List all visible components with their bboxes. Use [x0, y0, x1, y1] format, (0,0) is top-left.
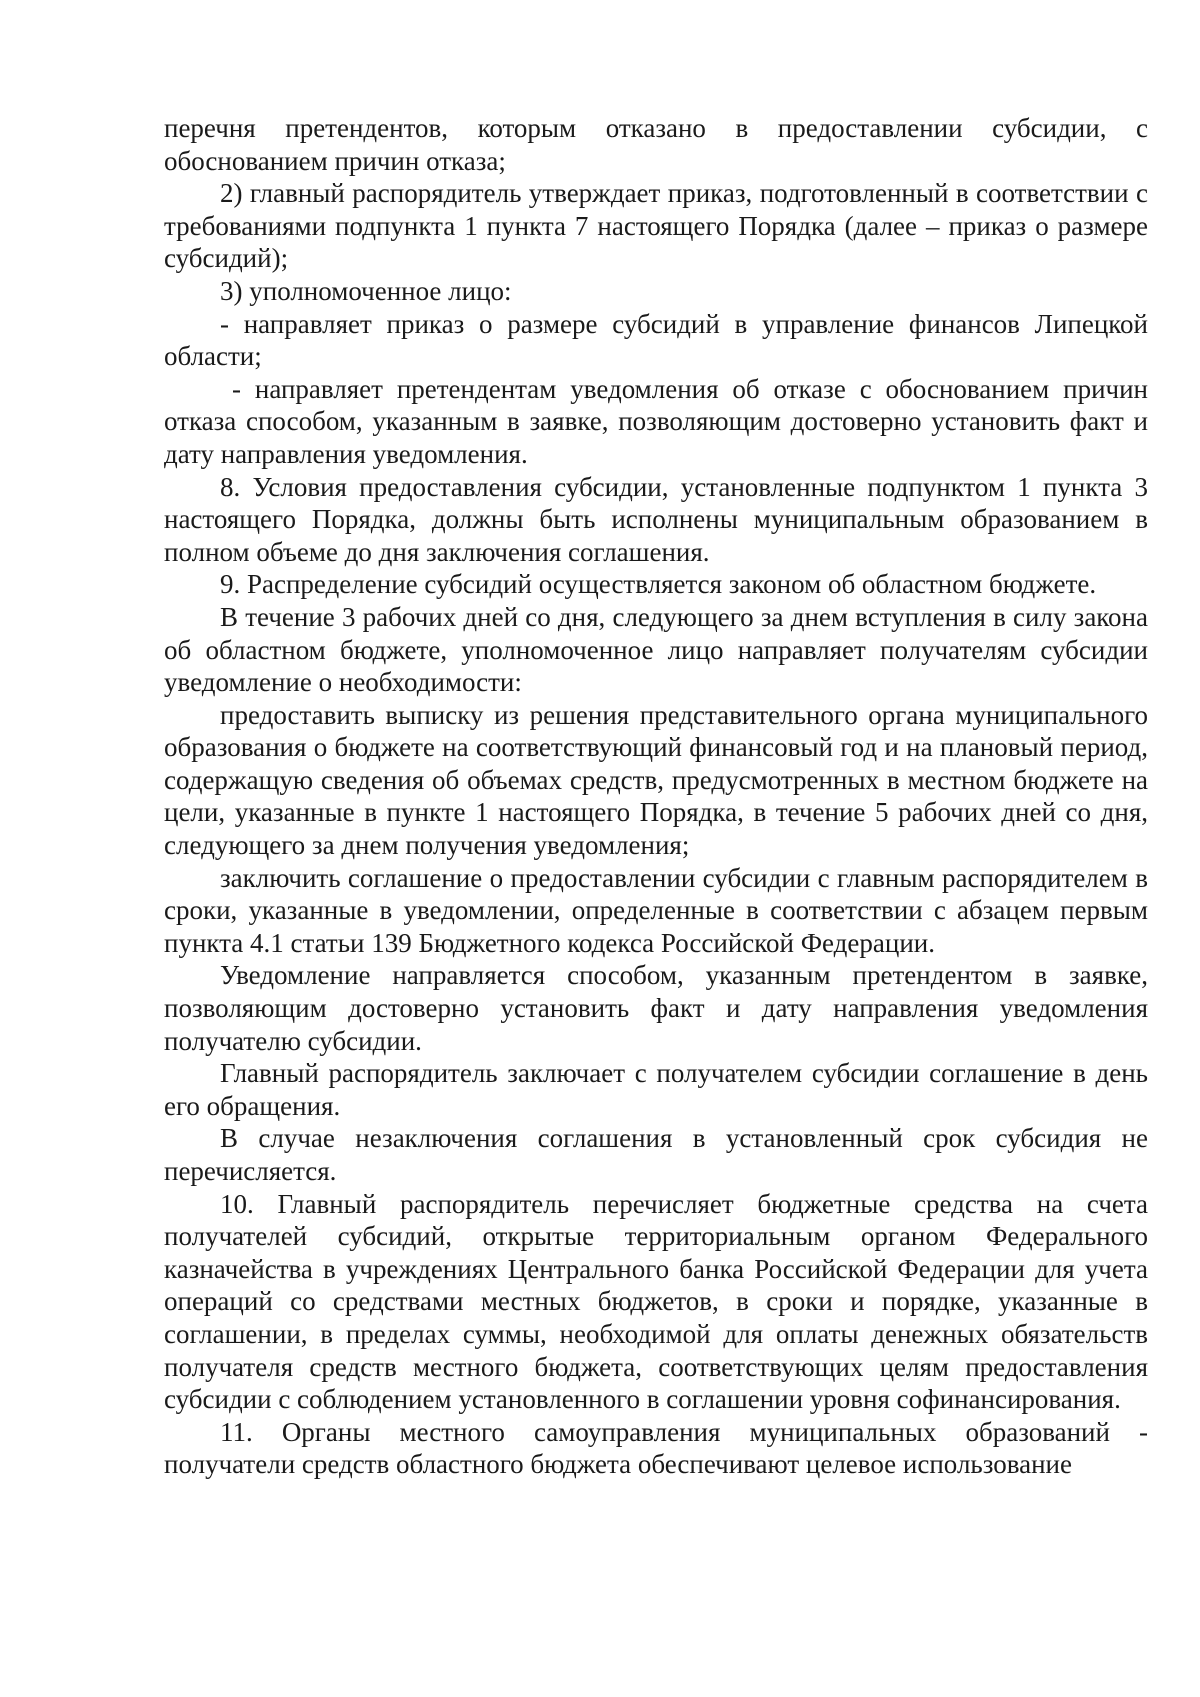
paragraph-reject-list-end: перечня претендентов, которым отказано в предоставлении субсидии, с обоснованием причин отказа; [164, 113, 1148, 176]
paragraph-section-10: 10. Главный распорядитель перечисляет бюджетные средства на счета получателей субсидий, открытые территориальным органом Федерального казначейства в учреждениях Центрального банка Российской Федерации для учета операций со средствами местных бюджетов, в сроки и порядке, указанные в соглашении, в пределах суммы, необходимой для оплаты денежных обязательств получателя средств местного бюджета, соответствующих целям предоставления субсидии с соблюдением установленного в соглашении уровня софинансирования. [164, 1188, 1148, 1415]
paragraph-conclude-agreement: заключить соглашение о предоставлении субсидии с главным распорядителем в сроки, указанные в уведомлении, определенные в соответствии с абзацем первым пункта 4.1 статьи 139 Бюджетного кодекса Российской Федерации. [164, 862, 1148, 958]
document-page [164, 112, 1148, 1481]
paragraph-send-order: - направляет приказ о размере субсидий в управление финансов Липецкой области; [164, 308, 1148, 372]
paragraph-section-9: 9. Распределение субсидий осуществляется законом об областном бюджете. [220, 569, 1097, 600]
paragraph-notification-method: Уведомление направляется способом, указанным претендентом в заявке, позволяющим достоверно установить факт и дату направления уведомления получателю субсидии. [164, 960, 1148, 1056]
paragraph-send-rejections: - направляет претендентам уведомления об отказе с обоснованием причин отказа способом, указанным в заявке, позволяющим достоверно установить факт и дату направления уведомления. [164, 373, 1148, 469]
paragraph-item-3-authorized: 3) уполномоченное лицо: [220, 275, 512, 306]
paragraph-provide-extract: предоставить выписку из решения представительного органа муниципального образования о бюджете на соответствующий финансовый год и на плановый период, содержащую сведения об объемах средств, предусмотренных в местном бюджете на цели, указанные в пункте 1 настоящего Порядка, в течение 5 рабочих дней со дня, следующего за днем получения уведомления; [164, 699, 1148, 861]
paragraph-agreement-day: Главный распорядитель заключает с получателем субсидии соглашение в день его обращения. [164, 1058, 1148, 1121]
paragraph-no-agreement: В случае незаключения соглашения в установленный срок субсидия не перечисляется. [164, 1123, 1148, 1186]
paragraph-notification-deadline: В течение 3 рабочих дней со дня, следующего за днем вступления в силу закона об областном бюджете, уполномоченное лицо направляет получателям субсидии уведомление о необходимости: [164, 601, 1148, 698]
paragraph-section-11: 11. Органы местного самоуправления муниципальных образований - получатели средств областного бюджета обеспечивают целевое использование [164, 1416, 1148, 1480]
paragraph-section-8: 8. Условия предоставления субсидии, установленные подпунктом 1 пункта 3 настоящего Порядка, должны быть исполнены муниципальным образованием в полном объеме до дня заключения соглашения. [164, 471, 1148, 567]
paragraph-item-2-order: 2) главный распорядитель утверждает приказ, подготовленный в соответствии с требованиями подпункта 1 пункта 7 настоящего Порядка (далее – приказ о размере субсидий); [164, 178, 1148, 274]
